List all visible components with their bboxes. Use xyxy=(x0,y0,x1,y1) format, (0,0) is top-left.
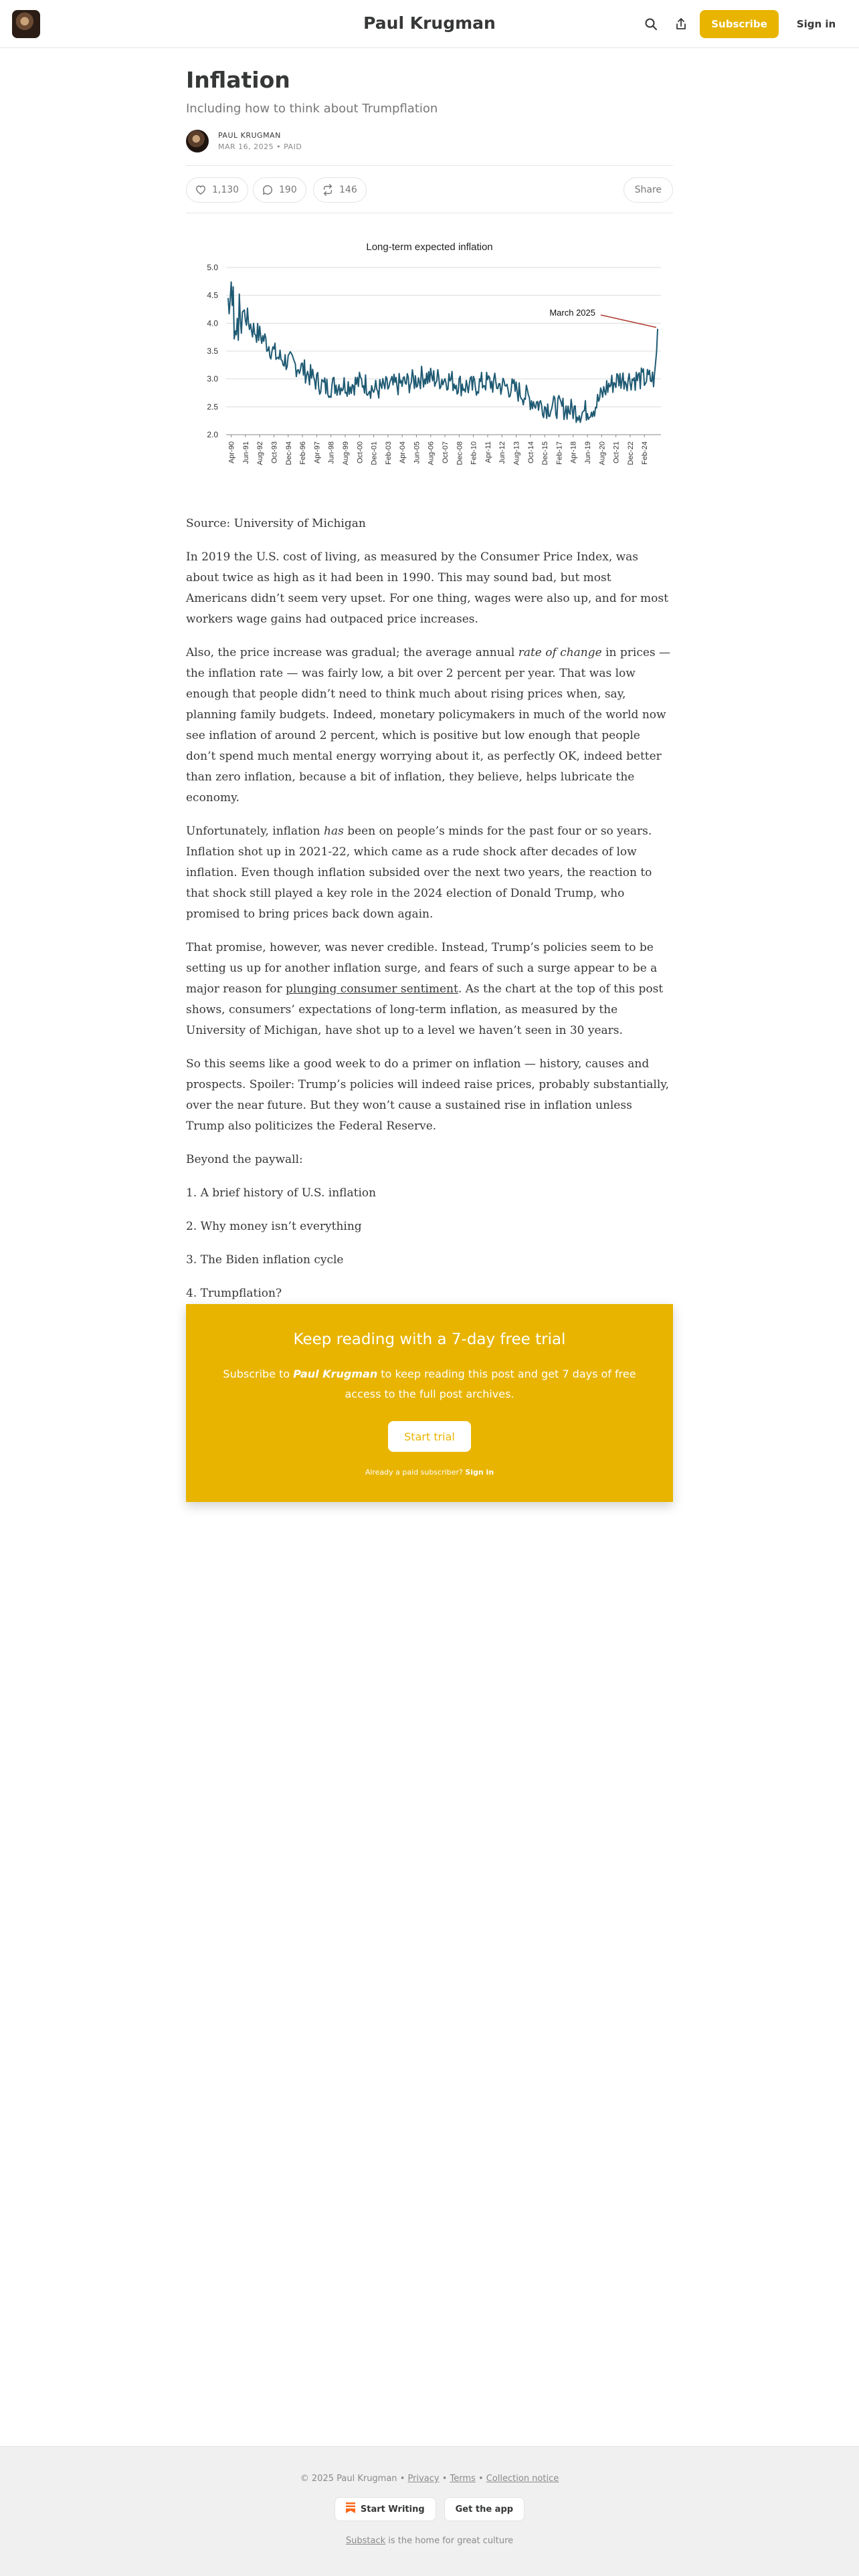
x-tick-label: Dec-22 xyxy=(626,441,635,465)
post-actions xyxy=(186,165,673,213)
byline xyxy=(186,128,673,154)
footer-buttons xyxy=(0,2497,859,2521)
post-header xyxy=(186,64,673,213)
y-tick-label: 3.5 xyxy=(207,346,218,356)
author-name[interactable]: PAUL KRUGMAN xyxy=(218,131,281,140)
x-tick-label: Apr-04 xyxy=(399,441,407,464)
x-tick-label: Feb-17 xyxy=(555,441,564,465)
x-tick-label: Dec-01 xyxy=(370,441,379,465)
x-tick-label: Feb-10 xyxy=(470,441,478,465)
footer-links: © 2025 Paul Krugman • Privacy • Terms • Collection notice xyxy=(300,2474,559,2484)
paywall-title: Keep reading with a 7-day free trial xyxy=(293,1331,566,1348)
x-tick-label: Jun-19 xyxy=(584,441,593,464)
chart-source: Source: University of Michigan xyxy=(186,517,366,530)
x-tick-label: Apr-90 xyxy=(227,441,236,464)
x-tick-label: Dec-94 xyxy=(284,441,293,465)
chart-title: Long-term expected inflation xyxy=(366,241,493,253)
x-tick-label: Feb-03 xyxy=(384,441,393,465)
search-icon[interactable] xyxy=(642,15,660,33)
annotation-arrow xyxy=(601,315,656,328)
paragraph-3: Unfortunately, inflation has been on people’s minds for the past four or so years. Inflation shot up in 2021-22, which came as a rude shock after decades of low inflation. Even though inflation subsided over the next two years, the reaction to that shock still played a key role in the 2024 election of Donald Trump, who promised to bring prices back down again. xyxy=(186,825,652,921)
publication-name[interactable]: Paul Krugman xyxy=(363,13,496,33)
sign-in-button[interactable]: Sign in xyxy=(796,18,836,30)
y-tick-label: 3.0 xyxy=(207,374,218,384)
post-subtitle: Including how to think about Trumpflation xyxy=(186,102,438,116)
x-tick-label: Oct-14 xyxy=(527,441,535,464)
inflation-chart-figure xyxy=(186,230,673,484)
x-tick-label: Aug-20 xyxy=(598,441,607,465)
paragraph-5: So this seems like a good week to do a primer on inflation — history, causes and prospects. Spoiler: Trump’s policies will indeed raise prices, probably substantially, over the near future. But they won’t cause a sustained rise in inflation unless Trump also politicizes the Federal Reserve. xyxy=(186,1057,670,1133)
footer-tagline: Substack is the home for great culture xyxy=(345,2536,514,2546)
start-trial-button[interactable]: Start trial xyxy=(388,1421,471,1452)
comment-count: 190 xyxy=(279,185,297,195)
x-tick-label: Apr-11 xyxy=(484,441,492,463)
collection-notice-link[interactable]: Collection notice xyxy=(486,2474,559,2484)
article-body xyxy=(186,514,673,1317)
x-tick-label: Oct-07 xyxy=(442,441,450,464)
x-tick-label: Aug-92 xyxy=(256,441,265,465)
restack-icon xyxy=(322,184,334,196)
x-tick-label: Jun-98 xyxy=(327,441,336,464)
paragraph-2: Also, the price increase was gradual; the average annual rate of change in prices — the inflation rate — was fairly low, a bit over 2 percent per year. That was low enough that people didn’t need to think much about rising prices when, say, planning family budgets. Indeed, monetary policymakers in much of the world now see inflation of around 2 percent, which is positive but low enough that people don’t spend much mental energy worrying about it, as perfectly OK, indeed better than zero inflation, because a bit of inflation, they believe, helps lubricate the economy. xyxy=(186,646,671,804)
toc-item: 4. Trumpflation? xyxy=(186,1287,282,1300)
x-tick-label: Aug-99 xyxy=(341,441,350,465)
toc-item: 3. The Biden inflation cycle xyxy=(186,1253,344,1267)
paragraph-1: In 2019 the U.S. cost of living, as measured by the Consumer Price Index, was about twice as high as it had been in 1990. This may sound bad, but most Americans didn’t seem very upset. For one thing, wages were also up, and for most workers wage gains had outpaced price increases. xyxy=(186,550,668,626)
comment-icon xyxy=(262,184,274,196)
paragraph-4: That promise, however, was never credible. Instead, Trump’s policies seem to be setting us up for another inflation surge, and fears of such a surge appear to be a major reason for plunging consumer sentiment. As the chart at the top of this post shows, consumers’ expectations of long-term inflation, as measured by the University of Michigan, have shot up to a level we haven’t seen in 30 years. xyxy=(186,941,664,1037)
restack-count: 146 xyxy=(339,185,357,195)
share-button[interactable] xyxy=(624,177,673,203)
top-navigation-bar xyxy=(0,0,859,48)
x-tick-label: Aug-13 xyxy=(512,441,521,465)
terms-link[interactable]: Terms xyxy=(450,2474,476,2484)
x-tick-label: Feb-96 xyxy=(299,441,308,465)
y-tick-label: 2.0 xyxy=(207,430,218,439)
x-tick-label: Jun-05 xyxy=(413,441,421,464)
x-tick-label: Jun-12 xyxy=(498,441,507,464)
x-tick-label: Feb-24 xyxy=(641,441,650,465)
paragraph-6: Beyond the paywall: xyxy=(186,1153,303,1166)
inflation-chart xyxy=(186,230,673,484)
heart-icon xyxy=(195,184,207,196)
y-tick-label: 2.5 xyxy=(207,402,218,412)
get-the-app-button[interactable]: Get the app xyxy=(444,2497,524,2521)
already-subscriber-text: Already a paid subscriber? Sign in xyxy=(365,1468,494,1477)
x-tick-label: Oct-21 xyxy=(612,441,621,464)
substack-logo-icon xyxy=(346,2502,355,2516)
x-tick-label: Dec-08 xyxy=(456,441,464,465)
byline-text xyxy=(218,131,302,151)
series-line-expected-inflation xyxy=(228,282,658,423)
footer xyxy=(0,2446,859,2576)
x-tick-label: Oct-93 xyxy=(270,441,279,464)
x-tick-label: Aug-06 xyxy=(427,441,436,465)
start-writing-button[interactable]: Start Writing xyxy=(335,2497,436,2521)
like-button[interactable] xyxy=(186,177,248,203)
post-title: Inflation xyxy=(186,67,290,93)
annotation-label: March 2025 xyxy=(549,308,595,318)
y-tick-label: 5.0 xyxy=(207,263,218,272)
paywall-text: Subscribe to Paul Krugman to keep reading this post and get 7 days of free access to the full post archives. xyxy=(223,1368,636,1400)
comment-button[interactable] xyxy=(253,177,306,203)
restack-button[interactable] xyxy=(313,177,367,203)
toc-item: 1. A brief history of U.S. inflation xyxy=(186,1186,377,1200)
subscribe-button[interactable]: Subscribe xyxy=(700,10,779,38)
paywall-box xyxy=(186,1304,673,1502)
y-tick-label: 4.0 xyxy=(207,318,218,328)
y-tick-label: 4.5 xyxy=(207,290,218,300)
consumer-sentiment-link[interactable]: plunging consumer sentiment xyxy=(285,982,458,996)
substack-link[interactable]: Substack xyxy=(345,2536,386,2546)
copyright: © 2025 Paul Krugman xyxy=(300,2474,397,2484)
share-upload-icon[interactable] xyxy=(672,15,690,33)
share-label: Share xyxy=(634,185,662,195)
x-tick-label: Apr-18 xyxy=(569,441,578,464)
post-date: MAR 16, 2025 • PAID xyxy=(218,142,302,151)
privacy-link[interactable]: Privacy xyxy=(407,2474,440,2484)
x-tick-label: Jun-91 xyxy=(242,441,250,464)
x-tick-label: Oct-00 xyxy=(356,441,365,464)
paywall-sign-in-link[interactable]: Sign in xyxy=(465,1468,494,1477)
toc-item: 2. Why money isn’t everything xyxy=(186,1220,362,1233)
emphasis: rate of change xyxy=(518,646,602,659)
like-count: 1,130 xyxy=(212,185,240,195)
x-tick-label: Dec-15 xyxy=(541,441,550,465)
author-avatar[interactable] xyxy=(186,130,209,152)
emphasis: has xyxy=(324,825,344,838)
x-tick-label: Apr-97 xyxy=(313,441,322,464)
